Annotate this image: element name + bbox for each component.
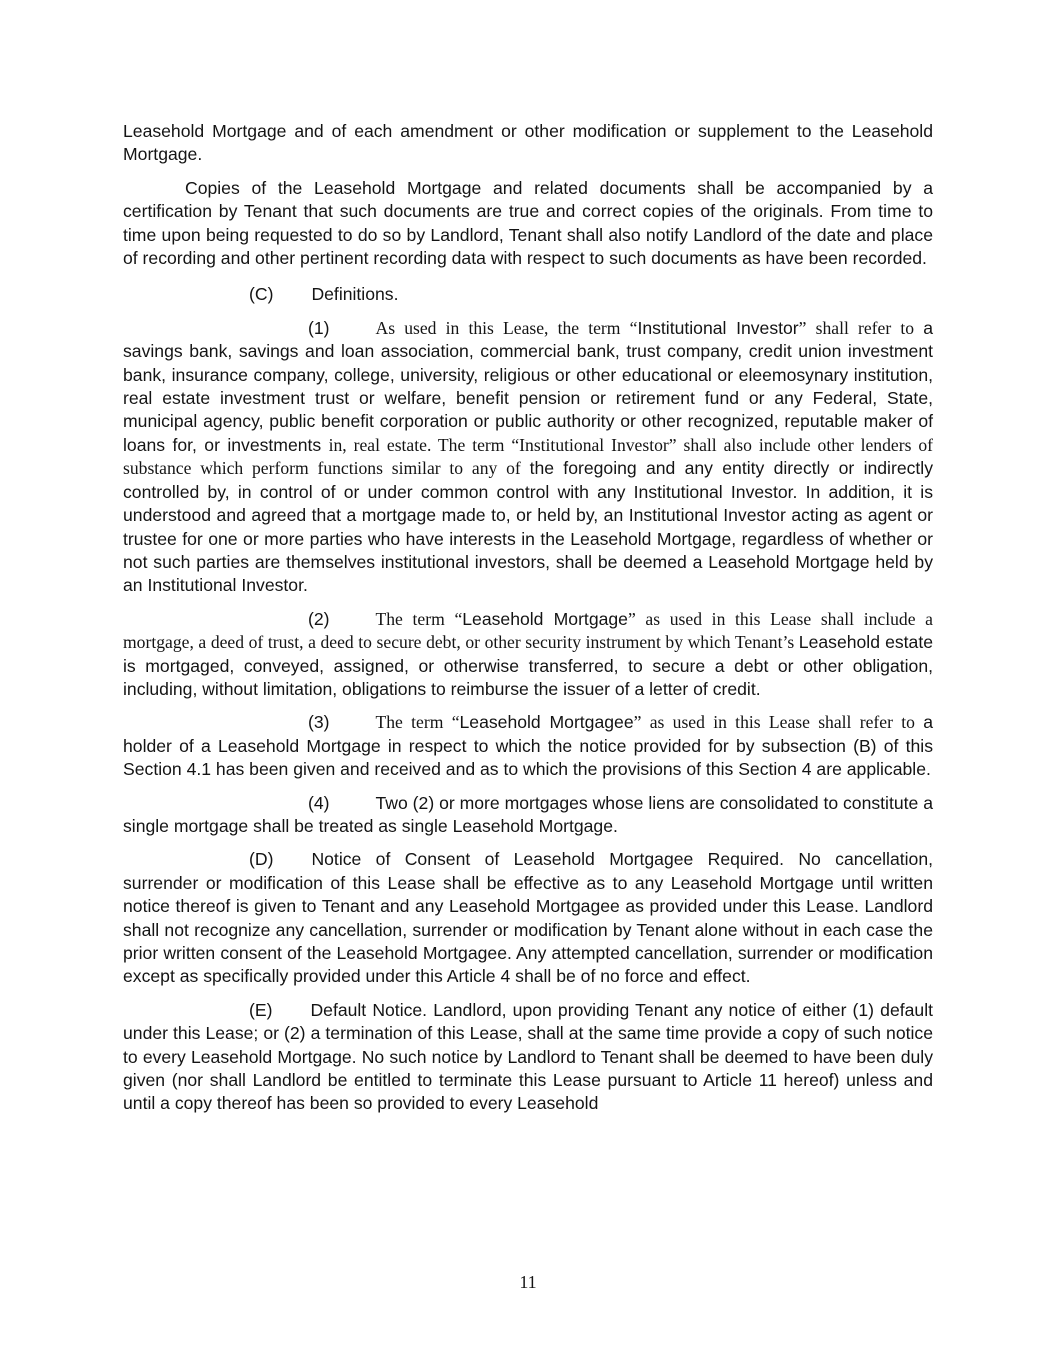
- paragraph: [123, 317, 933, 598]
- paragraph-label: (2): [308, 608, 330, 629]
- paragraph: [123, 608, 933, 702]
- tab-spacer: [330, 808, 376, 809]
- document-body: [123, 120, 933, 1116]
- text-segment: a holder of a Leasehold Mortgage in respect to which the notice provided for by subsection (B) of this Section 4.1 has been given and received and as to which the provisions of this Section 4 are applicable.: [123, 712, 933, 780]
- text-segment: Two (2) or more mortgages whose liens are consolidated to constitute a single mortgage shall be treated as single Leasehold Mortgage.: [123, 792, 933, 836]
- text-segment: Leasehold Mortgagee: [459, 712, 634, 733]
- tab-spacer: [330, 624, 376, 625]
- text-segment: Definitions.: [311, 284, 399, 305]
- paragraph-label: (C): [249, 284, 274, 305]
- tab-spacer: [330, 727, 376, 728]
- text-segment: in, real estate. The term “Institutional Investor” shall also include other lenders of substance which perform functions similar to any of: [123, 434, 933, 479]
- text-segment: As used in this Lease, the term “: [375, 317, 638, 338]
- paragraph-label: (E): [249, 999, 273, 1020]
- text-segment: The term “: [375, 608, 463, 629]
- tab-spacer: [273, 864, 311, 865]
- tab-spacer: [272, 1015, 310, 1016]
- text-segment: The term “: [375, 712, 460, 733]
- paragraph: [123, 120, 933, 167]
- text-segment: Copies of the Leasehold Mortgage and related documents shall be accompanied by a certification by Tenant that such documents are true and correct copies of the originals. From time to time upon being requested to do so by Landlord, Tenant shall also notify Landlord of the date and place of recording and other pertinent recording data with respect to such documents as have been recorded.: [123, 177, 933, 269]
- text-segment: Leasehold Mortgage: [462, 608, 628, 629]
- text-segment: Leasehold Mortgage and of each amendment or other modification or supplement to the Leasehold Mortgage.: [123, 121, 933, 165]
- paragraph: [123, 792, 933, 839]
- paragraph: [123, 999, 933, 1116]
- paragraph-label: (4): [308, 792, 330, 813]
- text-segment: Leasehold estate is mortgaged, conveyed, assigned, or otherwise transferred, to secure a debt or other obligation, including, without limitation, obligations to reimburse the issuer of a letter of credit.: [123, 632, 933, 699]
- paragraph: [123, 711, 933, 781]
- text-segment: the foregoing and any entity directly or indirectly controlled by, in control of or under common control with any Institutional Investor. In addition, it is understood and agreed that a mortgage made to, or held by, an Institutional Investor acting as agent or trustee for one or more parties who have interests in the Leasehold Mortgage, regardless of whether or not such parties are themselves institutional investors, shall be deemed a Leasehold Mortgage held by an Institutional Investor.: [123, 458, 933, 596]
- section-heading: [123, 283, 933, 306]
- text-segment: Notice of Consent of Leasehold Mortgagee Required. No cancellation, surrender or modification of this Lease shall be effective as to any Leasehold Mortgage until written notice thereof is given to Tenant and any Leasehold Mortgagee as provided under this Lease. Landlord shall not recognize any cancellation, surrender or modification by Tenant alone without in each case the prior written consent of the Leasehold Mortgagee. Any attempted cancellation, surrender or modification except as specifically provided under this Article 4 shall be of no force and effect.: [123, 849, 933, 987]
- paragraph: [123, 848, 933, 988]
- paragraph: [123, 177, 933, 271]
- tab-spacer: [330, 333, 376, 334]
- paragraph-label: (3): [308, 712, 330, 733]
- text-segment: a savings bank, savings and loan association, commercial bank, trust company, credit union investment bank, insurance company, college, university, religious or other educational or eleemosynary institution, real estate investment trust or welfare, benefit pension or retirement fund or any Federal, State, municipal agency, public benefit corporation or public authority or other recognized, reputable maker of loans for, or investments: [123, 317, 933, 455]
- text-segment: ” shall refer to: [798, 317, 924, 338]
- paragraph-label: (D): [249, 849, 274, 870]
- text-segment: Institutional Investor: [637, 317, 799, 338]
- tab-spacer: [273, 299, 311, 300]
- text-segment: Default Notice. Landlord, upon providing Tenant any notice of either (1) default under this Lease; or (2) a termination of this Lease, shall at the same time provide a copy of such notice to every Leasehold Mortgage. No such notice by Landlord to Tenant shall be deemed to have been duly given (nor shall Landlord be entitled to terminate this Lease pursuant to Article 11 hereof) unless and until a copy thereof has been so provided to every Leasehold: [123, 999, 933, 1114]
- text-segment: ” as used in this Lease shall refer to: [633, 712, 924, 733]
- paragraph-label: (1): [308, 317, 330, 338]
- page-footer: [123, 1272, 933, 1293]
- page-number: 11: [519, 1272, 537, 1292]
- text-segment: ” as used in this Lease shall include a mortgage, a deed of trust, a deed to secure debt, or other security instrument by which Tenant’s: [123, 608, 933, 653]
